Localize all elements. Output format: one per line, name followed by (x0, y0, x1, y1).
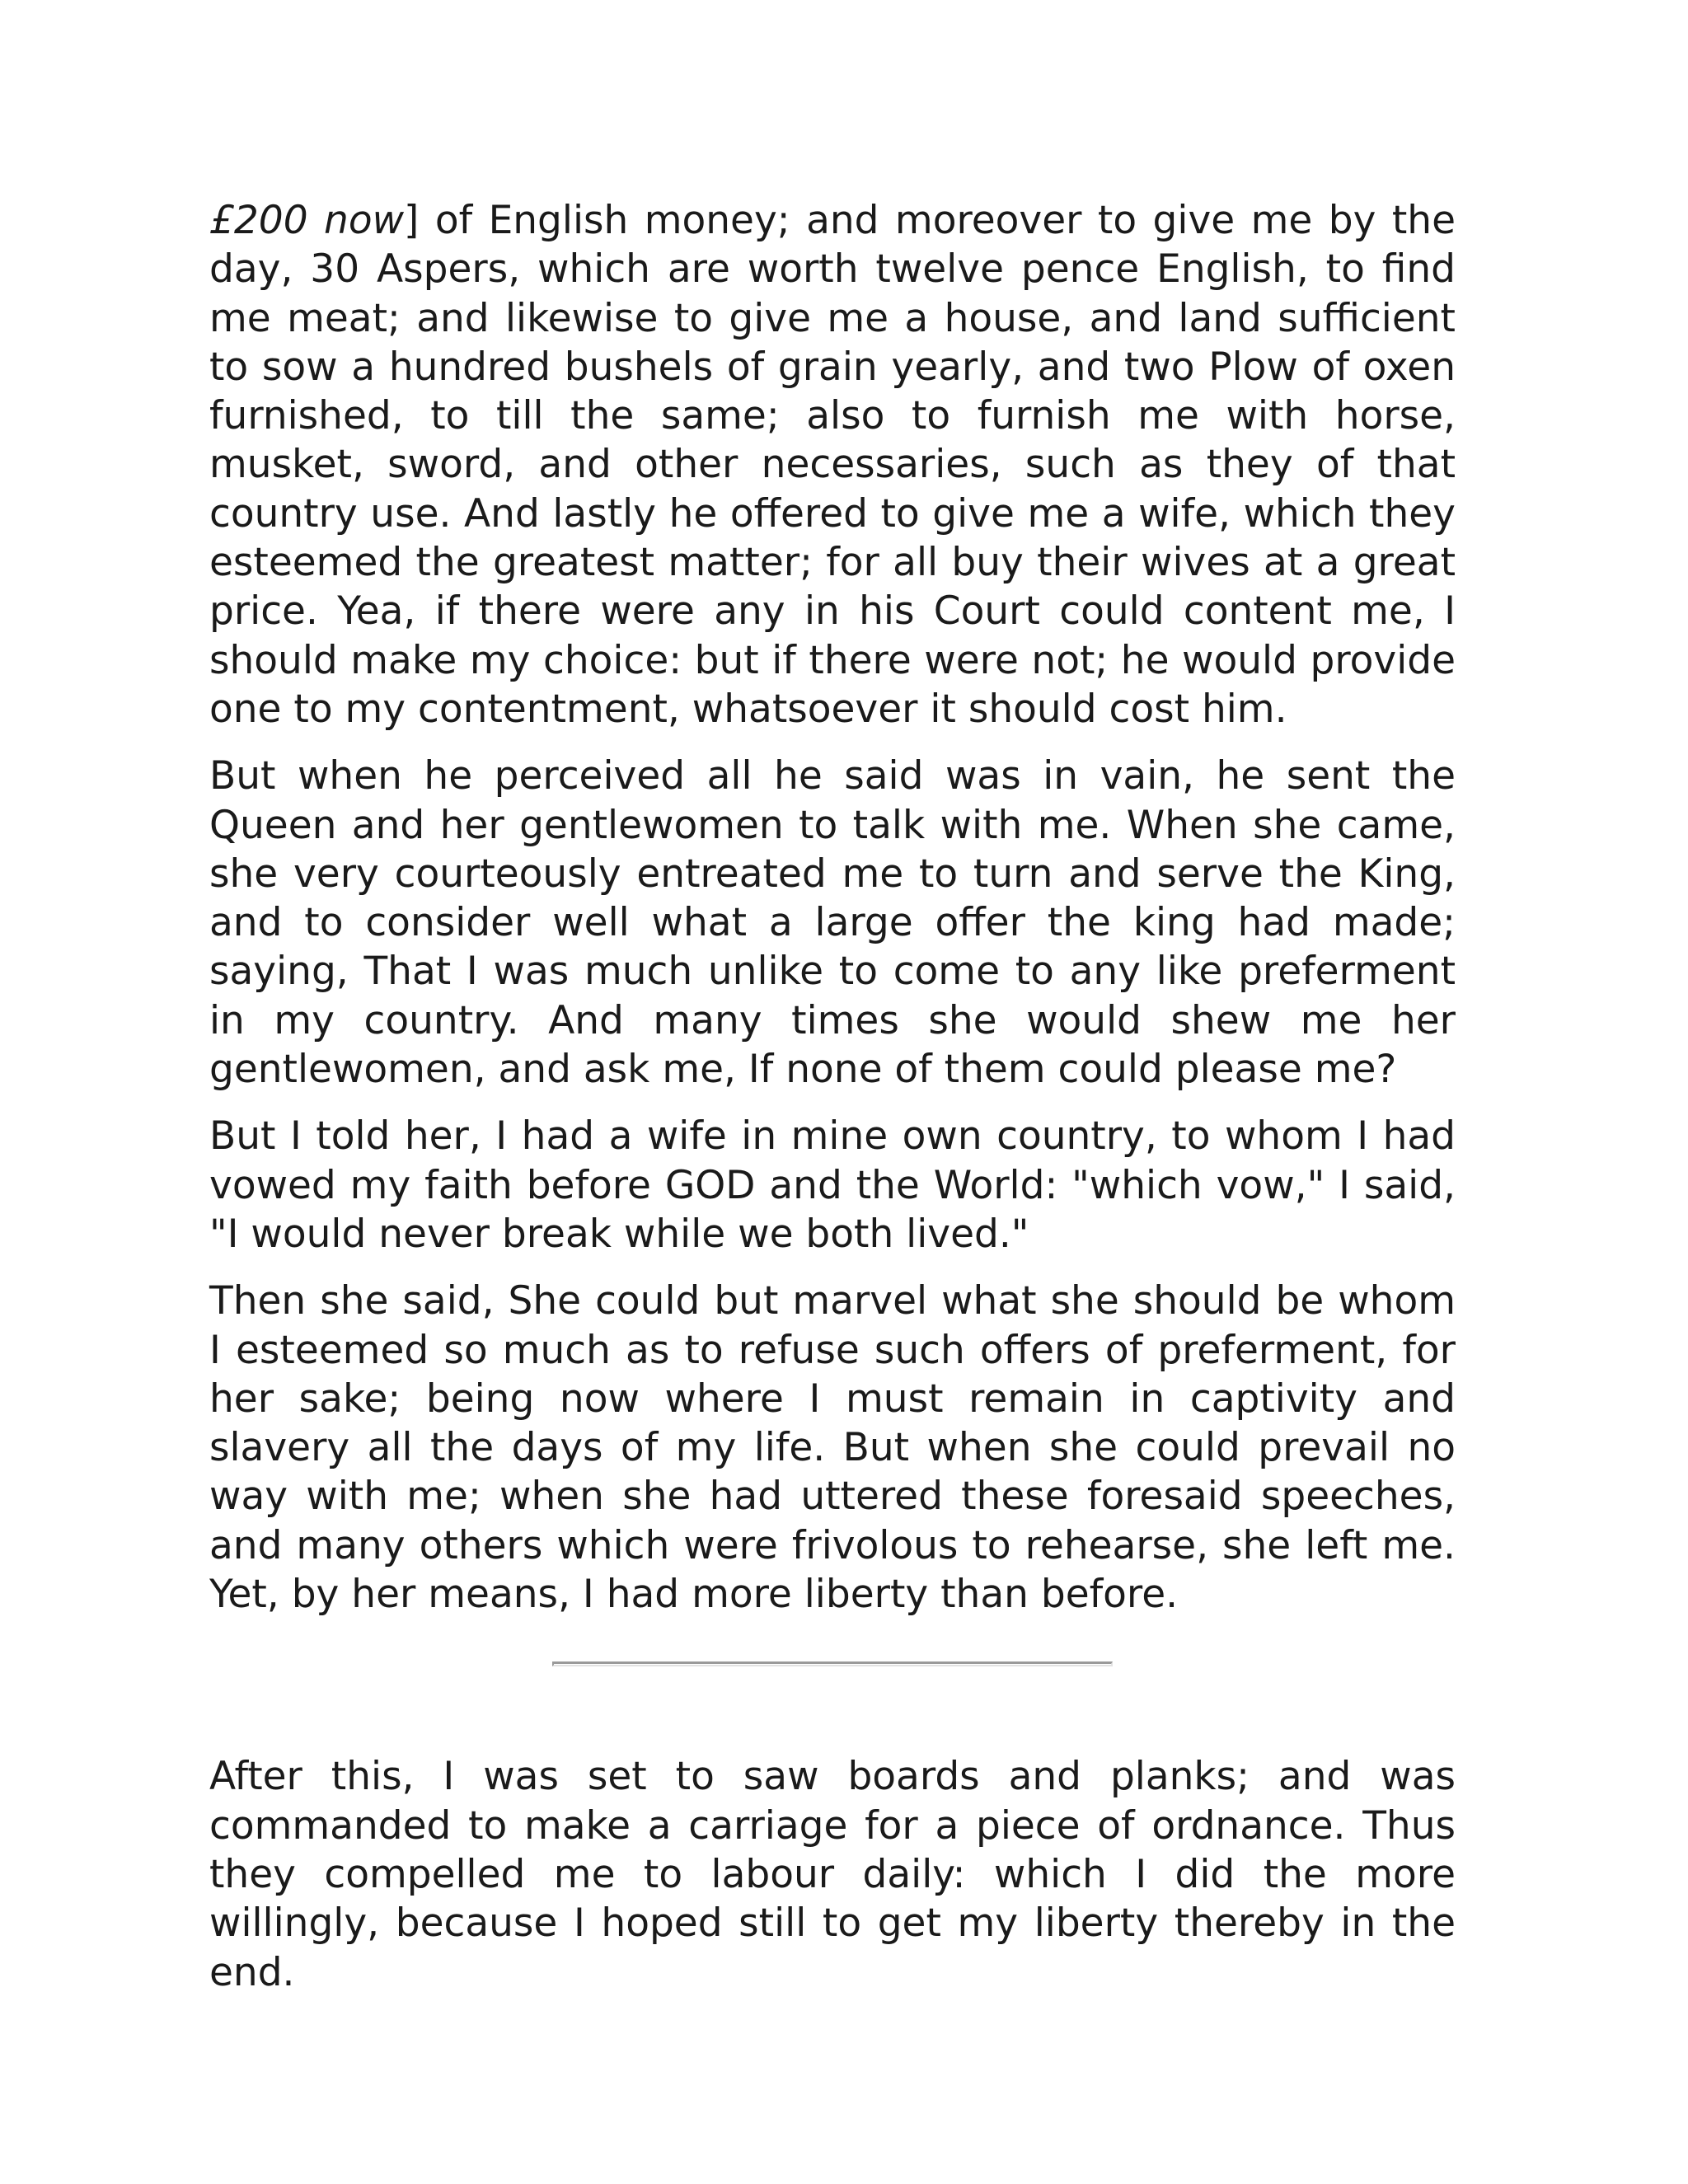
document-page (209, 196, 1456, 2015)
paragraph-wife-vow: But I told her, I had a wife in mine own country, to whom I had vowed my faith before GOD and the World: "which vow," I said, "I would never break while we both lived." (209, 1113, 1456, 1257)
paragraph-offer-text: ] of English money; and moreover to give me by the day, 30 Aspers, which are worth twelve pence English, to find me meat; and likewise to give me a house, and land sufficient to sow a hundred bushels of grain yearly, and two Plow of oxen furnished, to till the same; also to furnish me with horse, musket, sword, and other necessaries, such as they of that country use. And lastly he offered to give me a wife, which they esteemed the greatest matter; for all buy their wives at a great price. Yea, if there were any in his Court could content me, I should make my choice: but if there were not; he would provide one to my contentment, whatsoever it should cost him. (209, 198, 1456, 732)
paragraph-offer (209, 196, 1456, 733)
paragraph-queen-visit: But when he perceived all he said was in vain, he sent the Queen and her gentlewomen to talk with me. When she came, she very courteously entreated me to turn and serve the King, and to consider well what a large offer the king had made; saying, That I was much unlike to come to any like preferment in my country. And many times she would shew me her gentlewomen, and ask me, If none of them could please me? (209, 753, 1456, 1093)
paragraph-queen-reply: Then she said, She could but marvel what she should be whom I esteemed so much as to refuse such offers of preferment, for her sake; being now where I must remain in captivity and slavery all the days of my life. But when she could prevail no way with me; when she had uttered these foresaid speeches, and many others which were frivolous to rehearse, she left me. Yet, by her means, I had more liberty than before. (209, 1278, 1456, 1618)
price-italic: £200 now (209, 198, 405, 243)
section-divider (552, 1661, 1113, 1666)
paragraph-labour: After this, I was set to saw boards and planks; and was commanded to make a carriage for a piece of ordnance. Thus they compelled me to labour daily: which I did the more willingly, because I hoped still to get my liberty thereby in the end. (209, 1754, 1456, 1995)
